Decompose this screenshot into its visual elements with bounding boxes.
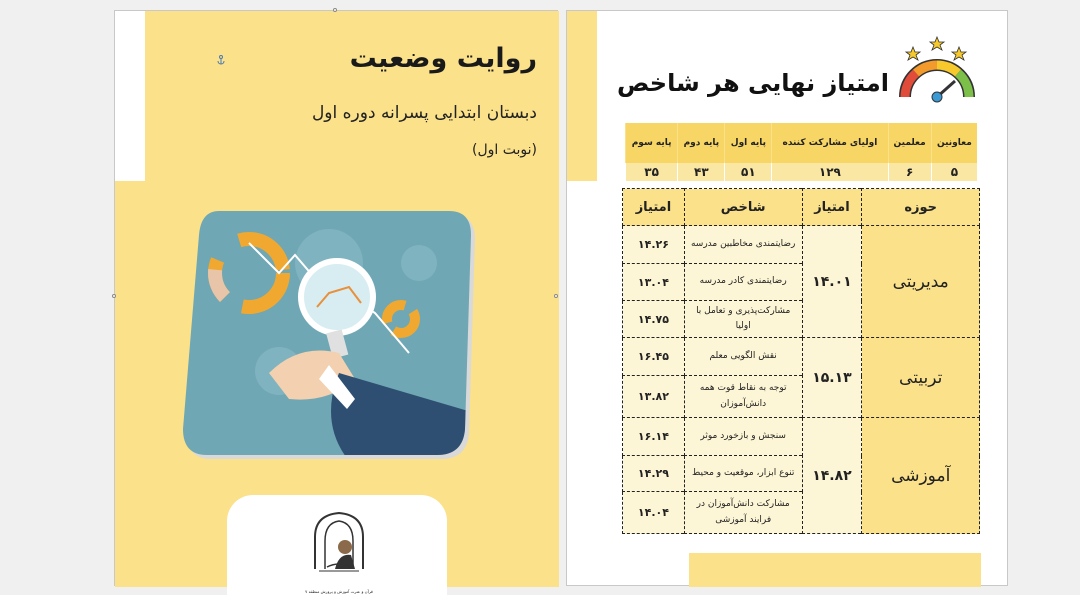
logo-caption: قرآن و عترت آموزش و پرورش منطقه ۷ xyxy=(305,589,373,594)
indicator-name: مشارکت‌پذیری و تعامل با اولیا xyxy=(684,301,802,338)
header-domain: حوزه xyxy=(862,189,980,226)
value-grade-1: ۵۱ xyxy=(725,163,772,181)
indicator-score: ۱۳.۰۴ xyxy=(623,264,685,301)
domain-name: تربیتی xyxy=(862,338,980,418)
resize-handle[interactable] xyxy=(112,294,116,298)
header-score: امتیاز xyxy=(623,189,685,226)
indicator-name: رضایتمندی مخاطبین مدرسه xyxy=(684,226,802,264)
yellow-footer-bar xyxy=(689,553,981,587)
score-table xyxy=(622,188,980,534)
indicator-score: ۱۴.۲۹ xyxy=(623,456,685,492)
indicator-score: ۱۶.۴۵ xyxy=(623,338,685,376)
header-grade-1: پایه اول xyxy=(725,123,772,163)
indicator-score: ۱۴.۲۶ xyxy=(623,226,685,264)
value-grade-3: ۳۵ xyxy=(626,163,678,181)
value-grade-2: ۴۳ xyxy=(678,163,725,181)
anchor-icon xyxy=(216,50,226,60)
indicator-score: ۱۴.۷۵ xyxy=(623,301,685,338)
domain-score: ۱۵.۱۳ xyxy=(802,338,862,418)
indicator-score: ۱۴.۰۴ xyxy=(623,492,685,534)
domain-name: مدیریتی xyxy=(862,226,980,338)
school-logo xyxy=(305,509,373,594)
page-title: روایت وضعیت xyxy=(349,43,537,74)
indicator-score: ۱۳.۸۲ xyxy=(623,376,685,418)
school-name: دبستان ابتدایی پسرانه دوره اول xyxy=(311,103,537,123)
indicator-name: تنوع ابزار، موقعیت و محیط xyxy=(684,456,802,492)
header-domain-score: امتیاز xyxy=(802,189,862,226)
logo-card xyxy=(227,495,447,595)
indicator-score: ۱۶.۱۴ xyxy=(623,418,685,456)
header-indicator: شاخص xyxy=(684,189,802,226)
shift-label: (نوبت اول) xyxy=(472,142,537,158)
domain-score: ۱۴.۰۱ xyxy=(802,226,862,338)
right-page xyxy=(566,10,1008,586)
value-assistants: ۵ xyxy=(931,163,977,181)
indicator-name: رضایتمندی کادر مدرسه xyxy=(684,264,802,301)
participants-table xyxy=(625,123,977,181)
gauge-stars-icon xyxy=(899,35,977,105)
analytics-illustration xyxy=(179,203,475,461)
value-teachers: ۶ xyxy=(888,163,931,181)
left-page xyxy=(114,10,558,594)
domain-name: آموزشی xyxy=(862,418,980,534)
header-assistants: معاونین xyxy=(931,123,977,163)
header-grade-2: پایه دوم xyxy=(678,123,725,163)
resize-handle[interactable] xyxy=(554,294,558,298)
indicator-name: توجه به نقاط قوت همه دانش‌آموزان xyxy=(684,376,802,418)
header-teachers: معلمین xyxy=(888,123,931,163)
yellow-side-strip xyxy=(567,11,597,181)
resize-handle[interactable] xyxy=(333,8,337,12)
header-parents: اولیای مشارکت کننده xyxy=(772,123,888,163)
value-parents: ۱۲۹ xyxy=(772,163,888,181)
page-title: امتیاز نهایی هر شاخص xyxy=(617,69,889,97)
indicator-name: نقش الگویی معلم xyxy=(684,338,802,376)
domain-score: ۱۴.۸۲ xyxy=(802,418,862,534)
indicator-name: سنجش و بازخورد موثر xyxy=(684,418,802,456)
header-grade-3: پایه سوم xyxy=(626,123,678,163)
indicator-name: مشارکت دانش‌آموزان در فرایند آموزشی xyxy=(684,492,802,534)
